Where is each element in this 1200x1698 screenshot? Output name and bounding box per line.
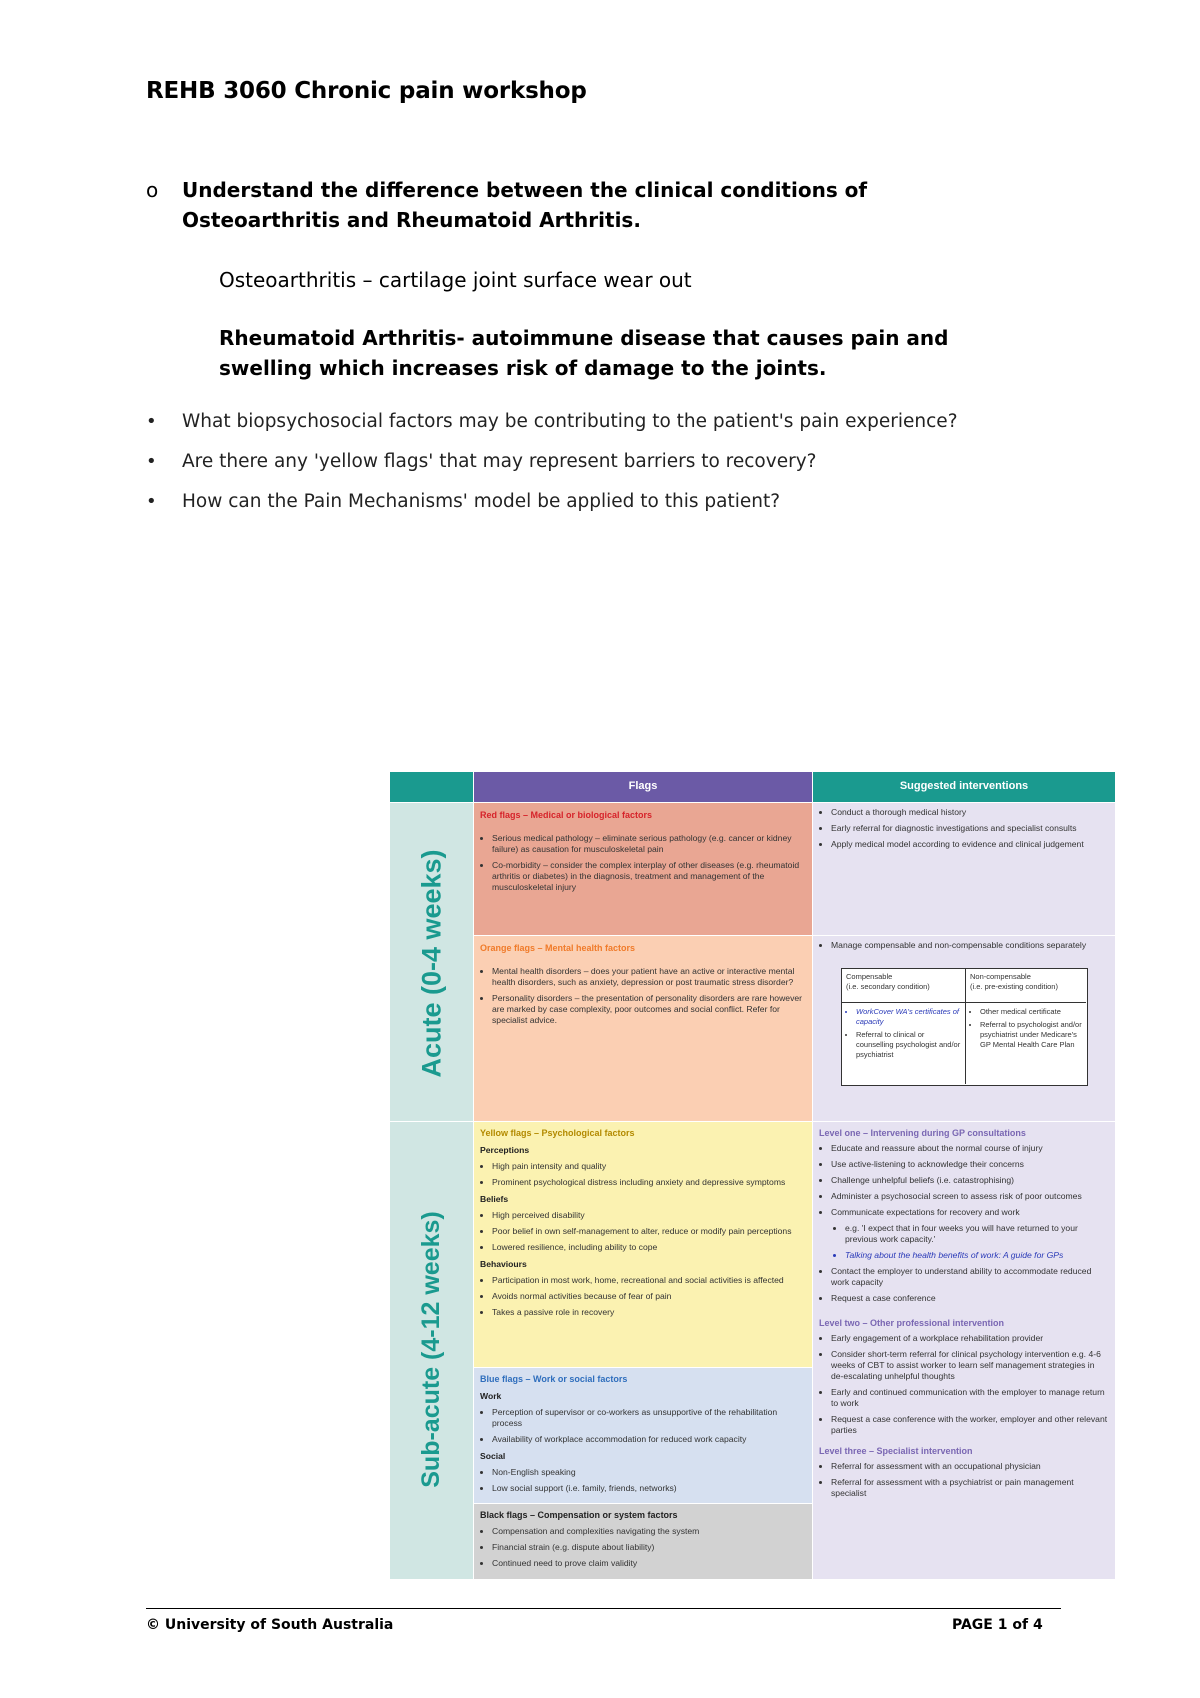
list-item: • Availability of workplace accommodation for reduced work capacity	[492, 1434, 806, 1445]
bullet-icon: •	[146, 411, 157, 432]
question-text: How can the Pain Mechanisms' model be applied to this patient?	[182, 491, 781, 512]
list-item: • Consider short-term referral for clinical psychology intervention e.g. 4-6 weeks of CBT to assist worker to learn self management strategies in de-escalating unhelpful thoughts	[831, 1349, 1109, 1382]
list-item: • Lowered resilience, including ability to cope	[492, 1242, 806, 1253]
list-item: • Conduct a thorough medical history	[831, 807, 1109, 818]
bullet-icon: •	[146, 451, 157, 472]
list-item: • Perception of supervisor or co-workers as unsupportive of the rehabilitation process	[492, 1407, 806, 1429]
list-item	[146, 410, 958, 450]
acute-label-cell	[390, 803, 473, 1121]
list-item: • Personality disorders – the presentation of personality disorders are rare however are marked by case complexity, poor outcomes and social conflict. Refer for specialist advice.	[492, 993, 806, 1026]
orange-interventions-cell	[813, 936, 1115, 1121]
header-interventions: Suggested interventions	[813, 772, 1115, 802]
beliefs-title: Beliefs	[480, 1194, 509, 1204]
list-item: • High pain intensity and quality	[492, 1161, 806, 1172]
list-item: • Talking about the health benefits of work: A guide for GPs	[845, 1250, 1109, 1261]
list-item: • Early and continued communication with the employer to manage return to work	[831, 1387, 1109, 1409]
black-flags-cell	[474, 1504, 812, 1579]
blue-flags-title: Blue flags – Work or social factors	[480, 1374, 628, 1384]
list-item: • Challenge unhelpful beliefs (i.e. catastrophising)	[831, 1175, 1109, 1186]
subacute-label-cell	[390, 1122, 473, 1579]
list-item: • Educate and reassure about the normal course of injury	[831, 1143, 1109, 1154]
level-three-title: Level three – Specialist intervention	[819, 1446, 973, 1456]
list-item: • Request a case conference	[831, 1293, 1109, 1304]
noncompensable-head	[966, 969, 1086, 995]
table-cell: (i.e. pre-existing condition)	[970, 982, 1058, 991]
compensable-head	[842, 969, 965, 995]
list-item: • Compensation and complexities navigating the system	[492, 1526, 806, 1537]
list-item: • WorkCover WA's certificates of capacity	[856, 1007, 961, 1027]
list-item: • Referral to clinical or counselling psychologist and/or psychiatrist	[856, 1030, 961, 1060]
list-item: • Use active-listening to acknowledge their concerns	[831, 1159, 1109, 1170]
osteoarthritis-definition: Osteoarthritis – cartilage joint surface wear out	[219, 268, 692, 292]
hollow-bullet-icon: o	[146, 178, 159, 202]
footer-divider	[146, 1608, 1061, 1609]
list-item: • Poor belief in own self-management to alter, reduce or modify pain perceptions	[492, 1226, 806, 1237]
list-item: • Mental health disorders – does your patient have an active or interactive mental health disorders, such as anxiety, depression or post traumatic stress disorder?	[492, 966, 806, 988]
compensable-items	[842, 1004, 965, 1068]
question-text: Are there any 'yellow flags' that may represent barriers to recovery?	[182, 451, 817, 472]
list-item	[146, 490, 958, 530]
red-flags-cell	[474, 803, 812, 935]
flags-interventions-figure	[390, 772, 1115, 1579]
level-one-title: Level one – Intervening during GP consultations	[819, 1128, 1026, 1138]
table-cell: Compensable	[846, 972, 893, 981]
red-flags-title: Red flags – Medical or biological factors	[480, 810, 653, 820]
list-item: • Referral to psychologist and/or psychiatrist under Medicare's GP Mental Health Care Plan	[980, 1020, 1082, 1050]
social-title: Social	[480, 1451, 506, 1461]
list-item: • Apply medical model according to evidence and clinical judgement	[831, 839, 1109, 850]
subacute-interventions-cell	[813, 1122, 1115, 1579]
list-item: • Early referral for diagnostic investigations and specialist consults	[831, 823, 1109, 834]
perceptions-title: Perceptions	[480, 1145, 530, 1155]
list-item: • Referral for assessment with a psychiatrist or pain management specialist	[831, 1477, 1109, 1499]
work-title: Work	[480, 1391, 502, 1401]
blue-flags-cell	[474, 1368, 812, 1503]
rheumatoid-definition: Rheumatoid Arthritis- autoimmune disease that causes pain and swelling which increases risk of damage to the joints.	[219, 326, 949, 380]
list-item: • e.g. 'I expect that in four weeks you will have returned to your previous work capacity.'	[845, 1223, 1109, 1245]
behaviours-title: Behaviours	[480, 1259, 527, 1269]
list-item: • Other medical certificate	[980, 1007, 1082, 1017]
level-two-title: Level two – Other professional intervention	[819, 1318, 1005, 1328]
yellow-flags-title: Yellow flags – Psychological factors	[480, 1128, 635, 1138]
page-number: PAGE 1 of 4	[952, 1617, 1043, 1633]
list-item: • Co-morbidity – consider the complex interplay of other diseases (e.g. rheumatoid arthritis or diabetes) in the diagnosis, treatment and management of the musculoskeletal injury	[492, 860, 806, 893]
list-item: • Contact the employer to understand ability to accommodate reduced work capacity	[831, 1266, 1109, 1288]
question-list	[146, 410, 958, 530]
list-item: • Early engagement of a workplace rehabilitation provider	[831, 1333, 1109, 1344]
header-corner	[390, 772, 473, 802]
table-cell: (i.e. secondary condition)	[846, 982, 930, 991]
list-item: • Low social support (i.e. family, friends, networks)	[492, 1483, 806, 1494]
document-title: REHB 3060 Chronic pain workshop	[146, 78, 587, 104]
list-item: • Referral for assessment with an occupational physician	[831, 1461, 1109, 1472]
question-text: What biopsychosocial factors may be contributing to the patient's pain experience?	[182, 411, 958, 432]
list-item: • Continued need to prove claim validity	[492, 1558, 806, 1569]
list-item: • Prominent psychological distress including anxiety and depressive symptoms	[492, 1177, 806, 1188]
yellow-flags-cell	[474, 1122, 812, 1367]
list-item: • Financial strain (e.g. dispute about liability)	[492, 1542, 806, 1553]
red-interventions-cell	[813, 803, 1115, 935]
table-cell: Non-compensable	[970, 972, 1031, 981]
compensable-table	[841, 968, 1088, 1086]
black-flags-title: Black flags – Compensation or system factors	[480, 1510, 678, 1520]
objective-item	[146, 175, 1006, 235]
acute-label: Acute (0-4 weeks)	[416, 849, 447, 1078]
list-item: • Participation in most work, home, recreational and social activities is affected	[492, 1275, 806, 1286]
list-item	[146, 450, 958, 490]
bullet-icon: •	[146, 491, 157, 512]
list-item: • Non-English speaking	[492, 1467, 806, 1478]
subacute-label: Sub-acute (4-12 weeks)	[417, 1211, 445, 1488]
list-item: • Avoids normal activities because of fear of pain	[492, 1291, 806, 1302]
orange-flags-title: Orange flags – Mental health factors	[480, 943, 636, 953]
list-item: • Administer a psychosocial screen to assess risk of poor outcomes	[831, 1191, 1109, 1202]
table-divider	[842, 1002, 1086, 1003]
list-item: • Communicate expectations for recovery and work	[831, 1207, 1109, 1218]
header-flags: Flags	[474, 772, 812, 802]
objective-text: Understand the difference between the clinical conditions of Osteoarthritis and Rheumatoid Arthritis.	[182, 178, 868, 232]
list-item: • Serious medical pathology – eliminate serious pathology (e.g. cancer or kidney failure) as causation for musculoskeletal pain	[492, 833, 806, 855]
list-item: • Manage compensable and non-compensable conditions separately	[831, 940, 1109, 951]
footer-copyright: © University of South Australia	[146, 1617, 394, 1633]
list-item: • Request a case conference with the worker, employer and other relevant parties	[831, 1414, 1109, 1436]
orange-flags-cell	[474, 936, 812, 1121]
list-item: • High perceived disability	[492, 1210, 806, 1221]
list-item: • Takes a passive role in recovery	[492, 1307, 806, 1318]
noncompensable-items	[966, 1004, 1086, 1058]
